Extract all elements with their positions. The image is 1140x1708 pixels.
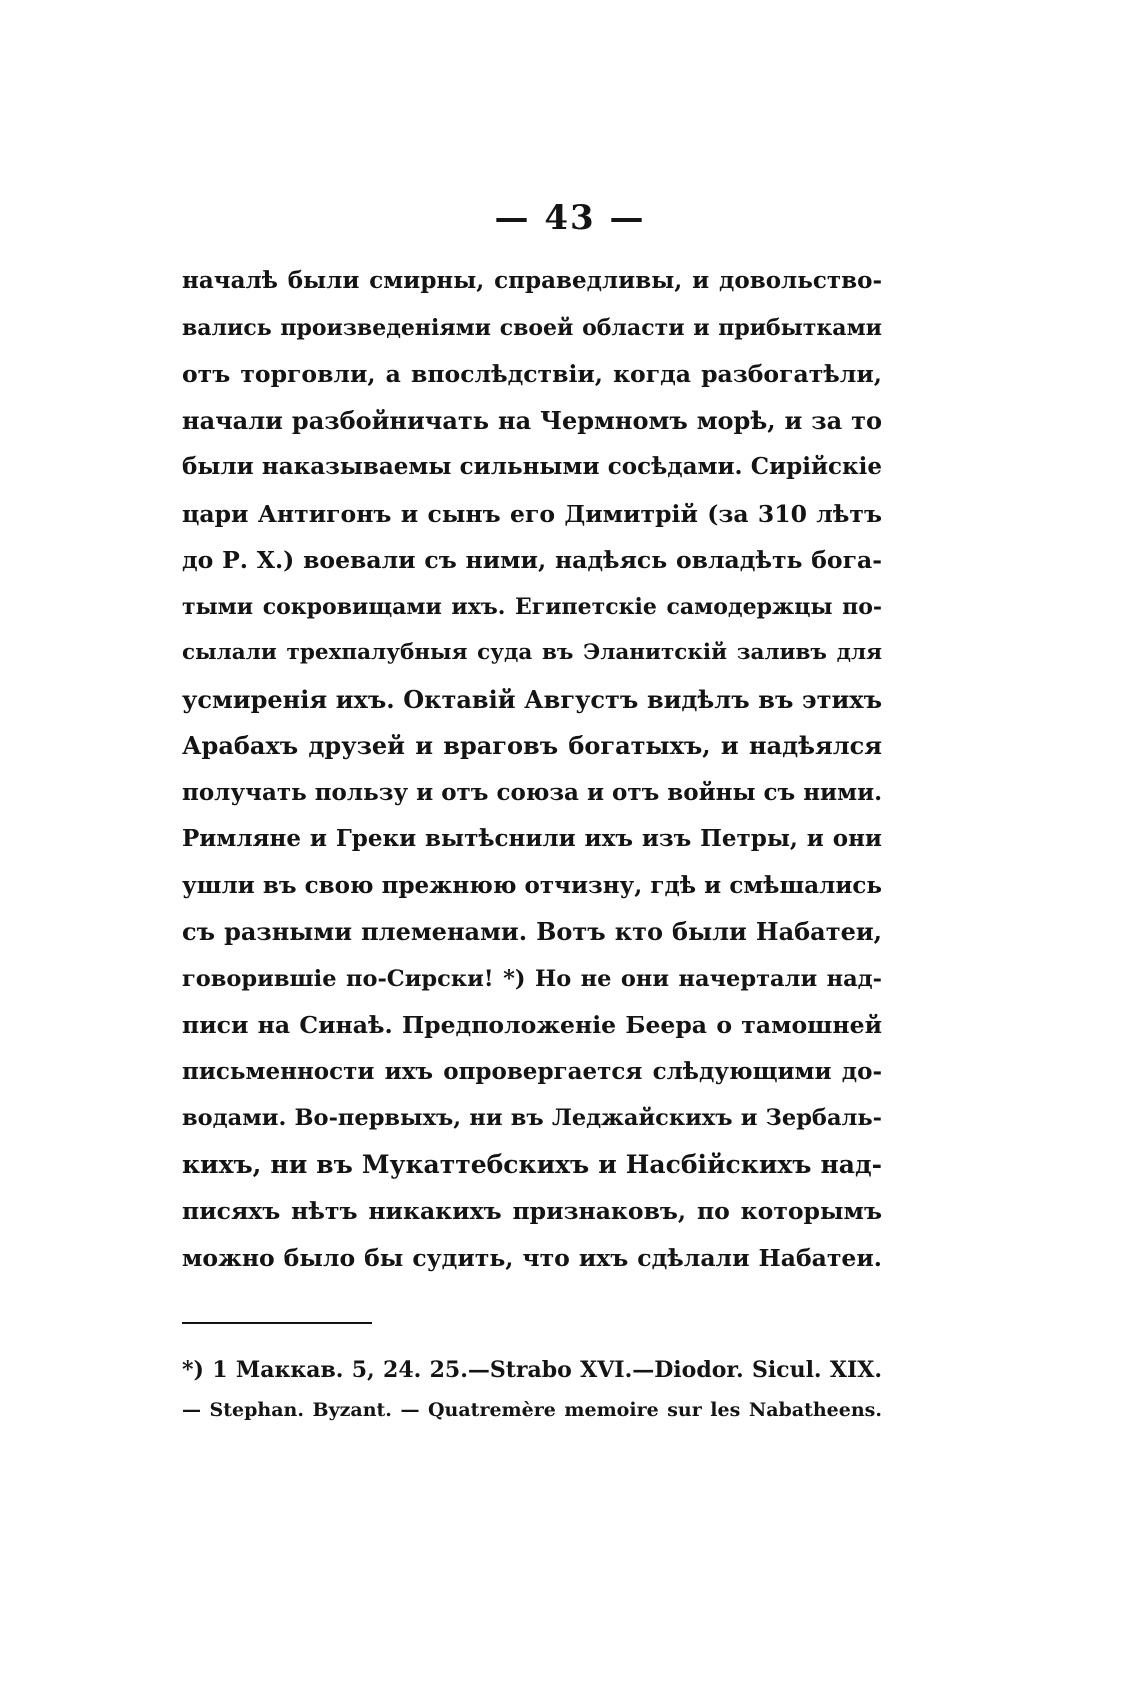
footnote-separator	[182, 1322, 372, 1324]
text-line: сылали трехпалубныя суда въ Эланитскій заливъ для	[182, 640, 882, 665]
body-text	[182, 258, 882, 1281]
text-line: до Р. X.) воевали съ ними, надѣясь овладѣть бога-	[182, 546, 882, 574]
text-line: говорившіе по-Сирски! *) Но не они начертали над-	[182, 965, 882, 992]
page-number: — 43 —	[494, 198, 646, 238]
text-line: кихъ, ни въ Мукаттебскихъ и Насбійскихъ над-	[182, 1149, 882, 1179]
text-line: писи на Синаѣ. Предположеніе Беера о тамошней	[182, 1011, 882, 1039]
text-line: съ разными племенами. Вотъ кто были Набатеи,	[182, 917, 882, 946]
text-line: Арабахъ друзей и враговъ богатыхъ, и надѣялся	[182, 731, 882, 760]
text-line: были наказываемы сильными сосѣдами. Сирійскіе	[182, 453, 882, 480]
text-line: Римляне и Греки вытѣснили ихъ изъ Петры, и они	[182, 825, 882, 852]
text-line: цари Антигонъ и сынъ его Димитрій (за 310 лѣтъ	[182, 499, 882, 528]
text-line: водами. Во-первыхъ, ни въ Леджайскихъ и Зербаль-	[182, 1105, 882, 1131]
text-line: писяхъ нѣтъ никакихъ признаковъ, по которымъ	[182, 1197, 882, 1225]
footnote-line: — Stephan. Byzant. — Quatremère memoire sur les Nabatheens.	[182, 1399, 882, 1421]
text-line: письменности ихъ опровергается слѣдующими до-	[182, 1057, 882, 1085]
text-line: ушли въ свою прежнюю отчизну, гдѣ и смѣшались	[182, 871, 882, 899]
text-line: тыми сокровищами ихъ. Египетскіе самодержцы по-	[182, 593, 882, 620]
text-line: вались произведеніями своей области и прибытками	[182, 314, 882, 341]
text-line: можно было бы судить, что ихъ сдѣлали Набатеи.	[182, 1243, 882, 1272]
footnotes	[182, 1350, 882, 1430]
text-line: начали разбойничать на Чермномъ морѣ, и за то	[182, 405, 882, 435]
text-line: отъ торговли, а впослѣдствіи, когда разбогатѣли,	[182, 360, 882, 388]
text-line: получать пользу и отъ союза и отъ войны съ ними.	[182, 778, 883, 806]
footnote-line: *) 1 Маккав. 5, 24. 25.—Strabo XVI.—Diodor. Sicul. XIX.	[182, 1357, 882, 1383]
text-line: началѣ были смирны, справедливы, и довольство-	[182, 267, 882, 294]
text-line: усмиренія ихъ. Октавій Августъ видѣлъ въ этихъ	[182, 684, 882, 714]
